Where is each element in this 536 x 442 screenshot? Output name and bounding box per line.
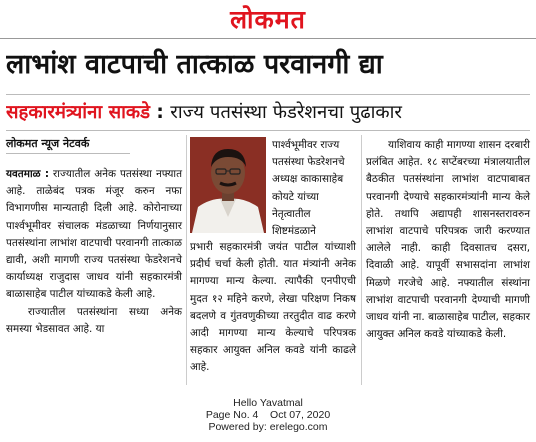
column1-paragraph-1 (6, 166, 182, 304)
column-divider-2 (361, 135, 362, 385)
footer-date: Oct 07, 2020 (270, 409, 331, 421)
column1-text-1: राज्यातील अनेक पतसंस्था नफ्यात आहे. ताळेबंद पत्रक मंजूर करुन नफा विभागणीस मान्यताही दिली आहे. कोरोनाच्या पार्श्वभूमीवर संचालक मंडळाच्या निर्णयानुसार पतसंस्थांना लाभांश वाटपाची परवानगी तात्काळ द्यावी, अशी मागणी राज्य पतसंस्था फेडरेशनचे कार्याध्यक्ष राजुदास जाधव यांनी सहकारमंत्री बाळासाहेब पाटील यांच्याकडे केली आहे. (6, 168, 182, 301)
article-column-2-wrap (272, 137, 356, 240)
article-column-3 (366, 137, 530, 343)
column3-text: याशिवाय काही मागण्या शासन दरबारी प्रलंबित आहेत. १८ सप्टेंबरच्या मंत्रालयातील बैठकीत पतसंस्थांना लाभांश वाटपाबाबत परवानगी देण्याचे सहकारमंत्र्यांनी मान्य केले होते. तथापि अद्यापही शासनस्तरावरुन लाभांश वाटपाचे परिपत्रक जारी करण्यात आलेले नाही. काही दिवसातच दसरा, दिवाळी आहे. यापूर्वी सभासदांना लाभांश मिळणे गरजेचे आहे. नफ्यातील संस्थांना लाभांश वाटपाची परवानगी देण्याची मागणी जाधव यांनी ना. बाळासाहेब पाटील, सहकार आयुक्त अनिल कवडे यांच्याकडे केली. (366, 139, 530, 341)
masthead-divider (0, 38, 536, 39)
subheadline-divider (6, 130, 530, 131)
article-column-1 (6, 166, 182, 338)
footer-page-info (0, 409, 536, 421)
byline: लोकमत न्यूज नेटवर्क (6, 137, 90, 150)
headline: लाभांश वाटपाची तात्काळ परवानगी द्या (6, 49, 383, 80)
subheadline-highlight: सहकारमंत्र्यांना साकडे (6, 102, 150, 123)
dateline: यवतमाळ : (6, 168, 50, 180)
subheadline (6, 100, 534, 126)
column-divider (186, 135, 187, 385)
subheadline-text: राज्य पतसंस्था फेडरेशनचा पुढाकार (170, 102, 402, 123)
footer-edition: Hello Yavatmal (233, 397, 303, 409)
footer-page: Page No. 4 (205, 409, 259, 421)
article-column-2 (190, 239, 356, 377)
subheadline-separator: : (149, 102, 171, 123)
column1-paragraph-2: राज्यातील पतसंस्थांना सध्या अनेक समस्या भेडसावत आहे. या (6, 305, 182, 335)
byline-divider (6, 153, 130, 154)
column2-text: प्रभारी सहकारमंत्री जयंत पाटील यांच्याशी प्रदीर्घ चर्चा केली होती. यात मंत्र्यांनी अनेक मागण्या मान्य केल्या. त्यापैकी एनपीएची मुदत १२ महिने करणे, लेखा परिक्षण निकष बदलणे व गुंतवणुकीच्या तरतुदीत वाढ करणे आदी मागण्या मान्य केल्याचे परिपत्रक सहकार आयुक्त अनिल कवडे यांनी काढले आहे. (190, 241, 356, 374)
page-footer (0, 397, 536, 433)
masthead-logo: लोकमत (230, 5, 306, 34)
person-photo (190, 137, 266, 233)
portrait-image (190, 137, 266, 233)
headline-divider (6, 94, 530, 95)
footer-powered-by: Powered by: erelego.com (208, 421, 328, 433)
column2-wrap-text: पार्श्वभूमीवर राज्य पतसंस्था फेडरेशनचे अध्यक्ष काकासाहेब कोयटे यांच्या नेतृत्वातील शिष्टमंडळाने (272, 139, 345, 238)
